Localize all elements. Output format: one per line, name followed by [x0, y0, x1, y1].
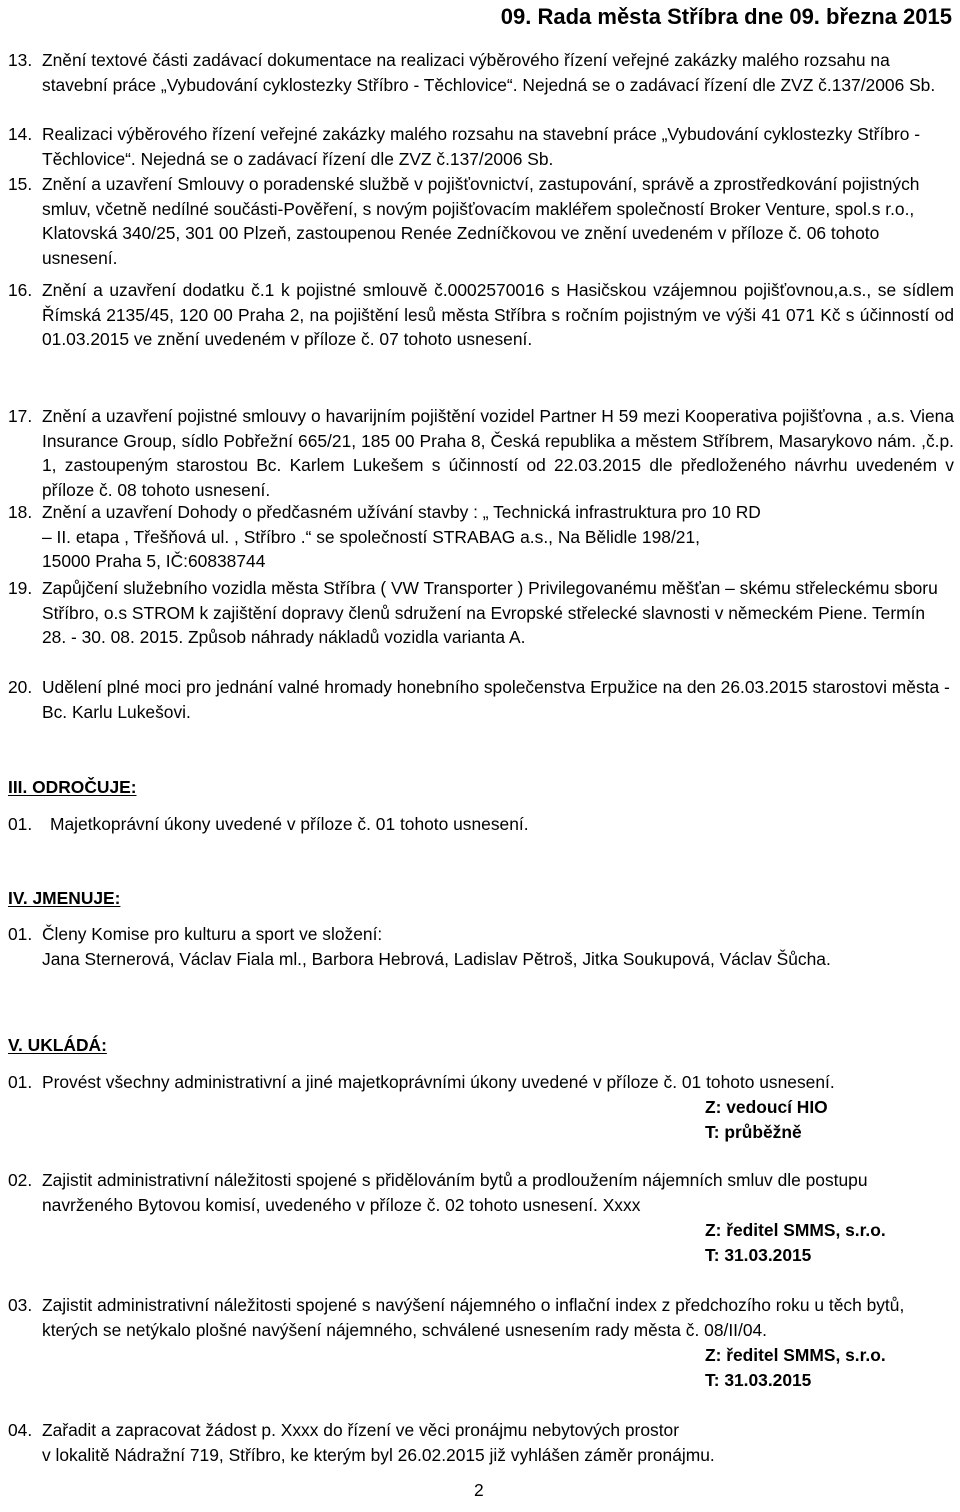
task-responsible: Z: vedoucí HIO	[705, 1097, 828, 1117]
resolution-item-16	[8, 278, 954, 352]
appointment-item-01	[8, 922, 954, 971]
item-text: Udělení plné moci pro jednání valné hromady honebního společenstva Erpužice na den 26.03.2015 starostovi města - Bc. Karlu Lukešovi.	[42, 677, 950, 722]
item-text: Zajistit administrativní náležitosti spojené s navýšení nájemného o inflační index z předchozího roku u těch bytů, kterých se netýkalo plošné navýšení nájemného, schválené usnesením rady města č. 08/II/04.	[42, 1295, 905, 1340]
item-number: 04.	[8, 1420, 33, 1440]
item-text: v lokalitě Nádražní 719, Stříbro, ke kterým byl 26.02.2015 již vyhlášen záměr pronájmu.	[42, 1444, 715, 1465]
item-number: 13.	[8, 50, 33, 70]
item-text: Znění textové části zadávací dokumentace na realizaci výběrového řízení veřejné zakázky malého rozsahu na stavební práce „Vybudování cyklostezky Stříbro - Těchlovice“. Nejedná se o zadávací řízení dle ZVZ č.137/2006 Sb.	[42, 50, 936, 95]
item-number: 01.	[8, 924, 33, 944]
page-number: 2	[474, 1480, 484, 1500]
task-item-01	[8, 1070, 954, 1095]
item-text: Členy Komise pro kulturu a sport ve složení:	[42, 924, 383, 944]
item-text-members: Jana Sternerová, Václav Fiala ml., Barbora Hebrová, Ladislav Pětroš, Jitka Soukupová, Václav Šůcha.	[42, 948, 831, 969]
task-item-04	[8, 1418, 954, 1467]
item-number: 17.	[8, 406, 33, 426]
item-number: 18.	[8, 502, 33, 522]
item-number: 01.	[8, 1072, 33, 1092]
item-text: Provést všechny administrativní a jiné majetkoprávními úkony uvedené v příloze č. 01 tohoto usnesení.	[42, 1072, 835, 1092]
task-deadline: T: průběžně	[705, 1122, 802, 1142]
item-text-line: – II. etapa , Třešňová ul. , Stříbro .“ se společností STRABAG a.s., Na Bělidle 198/21,	[42, 526, 700, 547]
resolution-item-19	[8, 576, 954, 650]
item-text: Realizaci výběrového řízení veřejné zakázky malého rozsahu na stavební práce „Vybudování cyklostezky Stříbro - Těchlovice“. Nejedná se o zadávací řízení dle ZVZ č.137/2006 Sb.	[42, 124, 921, 169]
item-number: 14.	[8, 124, 33, 144]
item-number: 19.	[8, 578, 33, 598]
section-heading-odrocuje: III. ODROČUJE:	[8, 777, 137, 797]
page-header-title: 09. Rada města Stříbra dne 09. března 2015	[500, 4, 952, 29]
postponed-item-01	[8, 812, 954, 837]
item-text: Zajistit administrativní náležitosti spojené s přidělováním bytů a prodloužením nájemních smluv dle postupu navrženého Bytovou komisí, uvedeného v příloze č. 02 tohoto usnesení. Xxxx	[42, 1170, 868, 1215]
item-number: 01.	[8, 814, 33, 834]
section-heading-uklada: V. UKLÁDÁ:	[8, 1035, 107, 1055]
resolution-item-13	[8, 48, 954, 97]
item-text-line: 15000 Praha 5, IČ:60838744	[42, 551, 266, 572]
task-deadline: T: 31.03.2015	[705, 1370, 812, 1390]
section-heading-jmenuje: IV. JMENUJE:	[8, 888, 121, 908]
resolution-item-14	[8, 122, 954, 171]
task-item-03	[8, 1293, 954, 1342]
task-item-02	[8, 1168, 954, 1217]
resolution-item-15	[8, 172, 954, 270]
item-number: 03.	[8, 1295, 33, 1315]
resolution-item-20	[8, 675, 954, 724]
task-deadline: T: 31.03.2015	[705, 1245, 812, 1265]
task-responsible: Z: ředitel SMMS, s.r.o.	[705, 1220, 886, 1240]
item-text: Zapůjčení služebního vozidla města Stříbra ( VW Transporter ) Privilegovanému měšťan – skému střeleckému sboru Stříbro, o.s STROM k zajištění dopravy členů sdružení na Evropské střelecké slavnosti v německém Piene. Termín 28. - 30. 08. 2015. Způsob náhrady nákladů vozidla varianta A.	[42, 578, 938, 648]
item-number: 20.	[8, 677, 33, 697]
item-number: 02.	[8, 1170, 33, 1190]
item-text: Znění a uzavření pojistné smlouvy o havarijním pojištění vozidel Partner H 59 mezi Kooperativa pojišťovna , a.s. Viena Insurance Group, sídlo Pobřežní 665/21, 185 00 Praha 8, Česká republika a městem Stříbrem, Masarykovo nám. ,č.p. 1, zastoupeným starostou Bc. Karlem Lukešem s účinností od 22.03.2015 dle předloženého návrhu uvedeném v příloze č. 08 tohoto usnesení.	[42, 406, 954, 500]
resolution-item-18	[8, 500, 954, 574]
item-text: Majetkoprávní úkony uvedené v příloze č. 01 tohoto usnesení.	[50, 814, 529, 834]
item-number: 15.	[8, 174, 33, 194]
item-number: 16.	[8, 280, 33, 300]
resolution-item-17	[8, 404, 954, 502]
item-text-line: Znění a uzavření Dohody o předčasném užívání stavby : „ Technická infrastruktura pro 10 RD	[42, 502, 761, 522]
item-text: Znění a uzavření dodatku č.1 k pojistné smlouvě č.0002570016 s Hasičskou vzájemnou pojišťovnou,a.s., se sídlem Římská 2135/45, 120 00 Praha 2, na pojištění lesů města Stříbra s ročním pojistným ve výši 41 071 Kč s účinností od 01.03.2015 ve znění uvedeném v příloze č. 07 tohoto usnesení.	[42, 280, 954, 350]
item-text: Zařadit a zapracovat žádost p. Xxxx do řízení ve věci pronájmu nebytových prostor	[42, 1420, 679, 1440]
task-responsible: Z: ředitel SMMS, s.r.o.	[705, 1345, 886, 1365]
item-text: Znění a uzavření Smlouvy o poradenské službě v pojišťovnictví, zastupování, správě a zprostředkování pojistných smluv, včetně nedílné součásti-Pověření, s novým pojišťovacím makléřem společností Broker Venture, spol.s r.o., Klatovská 340/25, 301 00 Plzeň, zastoupenou Renée Zedníčkovou ve znění uvedeném v příloze č. 06 tohoto usnesení.	[42, 174, 920, 268]
